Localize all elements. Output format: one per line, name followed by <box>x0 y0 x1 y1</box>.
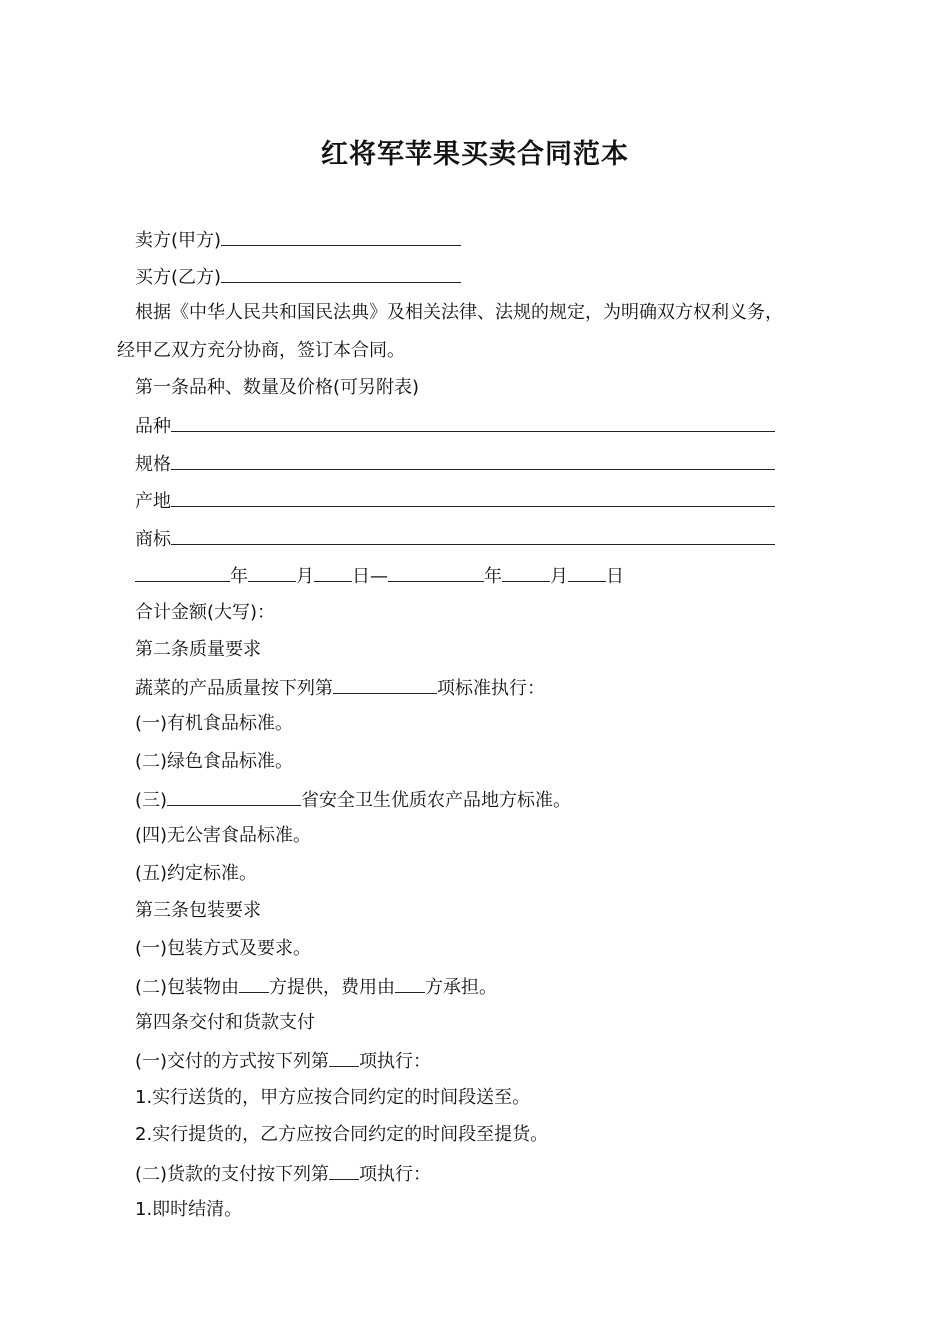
article2-heading: 第二条质量要求 <box>135 639 261 660</box>
packaging-item-1: (一)包装方式及要求。 <box>135 938 312 959</box>
total-amount: 合计金额(大写)： <box>135 602 276 623</box>
payment-method-line <box>135 1161 431 1187</box>
end-year-label: 年 <box>484 566 502 587</box>
quality-item-3 <box>135 787 571 813</box>
delivery-option-1: 1.实行送货的，甲方应按合同约定的时间段送至。 <box>135 1087 531 1108</box>
quality-intro-text-b: 项标准执行： <box>437 678 545 699</box>
variety-label: 品种 <box>135 416 171 437</box>
quality-item-5: (五)约定标准。 <box>135 863 258 884</box>
end-day-label: 日 <box>606 566 624 587</box>
packaging-provider-blank[interactable] <box>239 974 269 993</box>
packaging-cost-blank[interactable] <box>395 974 425 993</box>
origin-label: 产地 <box>135 491 171 512</box>
seller-line <box>135 227 461 253</box>
end-month-blank[interactable] <box>502 563 550 582</box>
start-year-blank[interactable] <box>135 563 230 582</box>
packaging-item-2 <box>135 974 497 1000</box>
delivery-method-line <box>135 1048 431 1074</box>
payment-option-1: 1.即时结清。 <box>135 1199 243 1220</box>
buyer-label: 买方(乙方) <box>135 267 222 288</box>
article1-heading: 第一条品种、数量及价格(可另附表) <box>135 377 420 398</box>
payment-method-text-a: (二)货款的支付按下列第 <box>135 1164 330 1185</box>
packaging-item-2-text-a: (二)包装物由 <box>135 977 240 998</box>
article4-heading: 第四条交付和货款支付 <box>135 1012 315 1033</box>
article3-heading: 第三条包装要求 <box>135 900 261 921</box>
quality-intro-text-a: 蔬菜的产品质量按下列第 <box>135 678 333 699</box>
variety-blank[interactable] <box>171 413 775 432</box>
start-year-label: 年 <box>230 566 248 587</box>
delivery-method-text-b: 项执行： <box>359 1051 432 1072</box>
start-day-label: 日— <box>352 566 388 587</box>
preamble-line-1: 根据《中华人民共和国民法典》及相关法律、法规的规定，为明确双方权利义务， <box>135 302 783 323</box>
quality-item-blank[interactable] <box>333 675 437 694</box>
end-day-blank[interactable] <box>568 563 606 582</box>
buyer-line <box>135 264 461 290</box>
quality-item-3-text: 省安全卫生优质农产品地方标准。 <box>301 790 572 811</box>
brand-label: 商标 <box>135 529 171 550</box>
variety-line <box>135 413 775 439</box>
spec-label: 规格 <box>135 454 171 475</box>
packaging-item-2-text-b: 方提供，费用由 <box>269 977 396 998</box>
start-day-blank[interactable] <box>314 563 352 582</box>
origin-blank[interactable] <box>171 488 775 507</box>
quality-item-3-prefix: (三) <box>135 790 168 811</box>
payment-method-text-b: 项执行： <box>359 1164 432 1185</box>
seller-label: 卖方(甲方) <box>135 230 222 251</box>
payment-method-blank[interactable] <box>329 1161 359 1180</box>
end-year-blank[interactable] <box>388 563 484 582</box>
start-month-label: 月 <box>296 566 314 587</box>
quality-intro-line <box>135 675 545 701</box>
date-range-line <box>135 563 624 589</box>
province-blank[interactable] <box>167 787 301 806</box>
delivery-option-2: 2.实行提货的，乙方应按合同约定的时间段至提货。 <box>135 1124 549 1145</box>
spec-blank[interactable] <box>171 451 775 470</box>
end-month-label: 月 <box>550 566 568 587</box>
spec-line <box>135 451 775 477</box>
brand-blank[interactable] <box>171 526 775 545</box>
quality-item-1: (一)有机食品标准。 <box>135 713 294 734</box>
seller-blank[interactable] <box>221 227 461 246</box>
packaging-item-2-text-c: 方承担。 <box>425 977 498 998</box>
preamble-line-2: 经甲乙双方充分协商，签订本合同。 <box>117 340 405 361</box>
brand-line <box>135 526 775 552</box>
quality-item-2: (二)绿色食品标准。 <box>135 751 294 772</box>
buyer-blank[interactable] <box>221 264 461 283</box>
delivery-method-text-a: (一)交付的方式按下列第 <box>135 1051 330 1072</box>
page-title: 红将军苹果买卖合同范本 <box>321 139 629 170</box>
quality-item-4: (四)无公害食品标准。 <box>135 825 312 846</box>
start-month-blank[interactable] <box>248 563 296 582</box>
origin-line <box>135 488 775 514</box>
delivery-method-blank[interactable] <box>329 1048 359 1067</box>
